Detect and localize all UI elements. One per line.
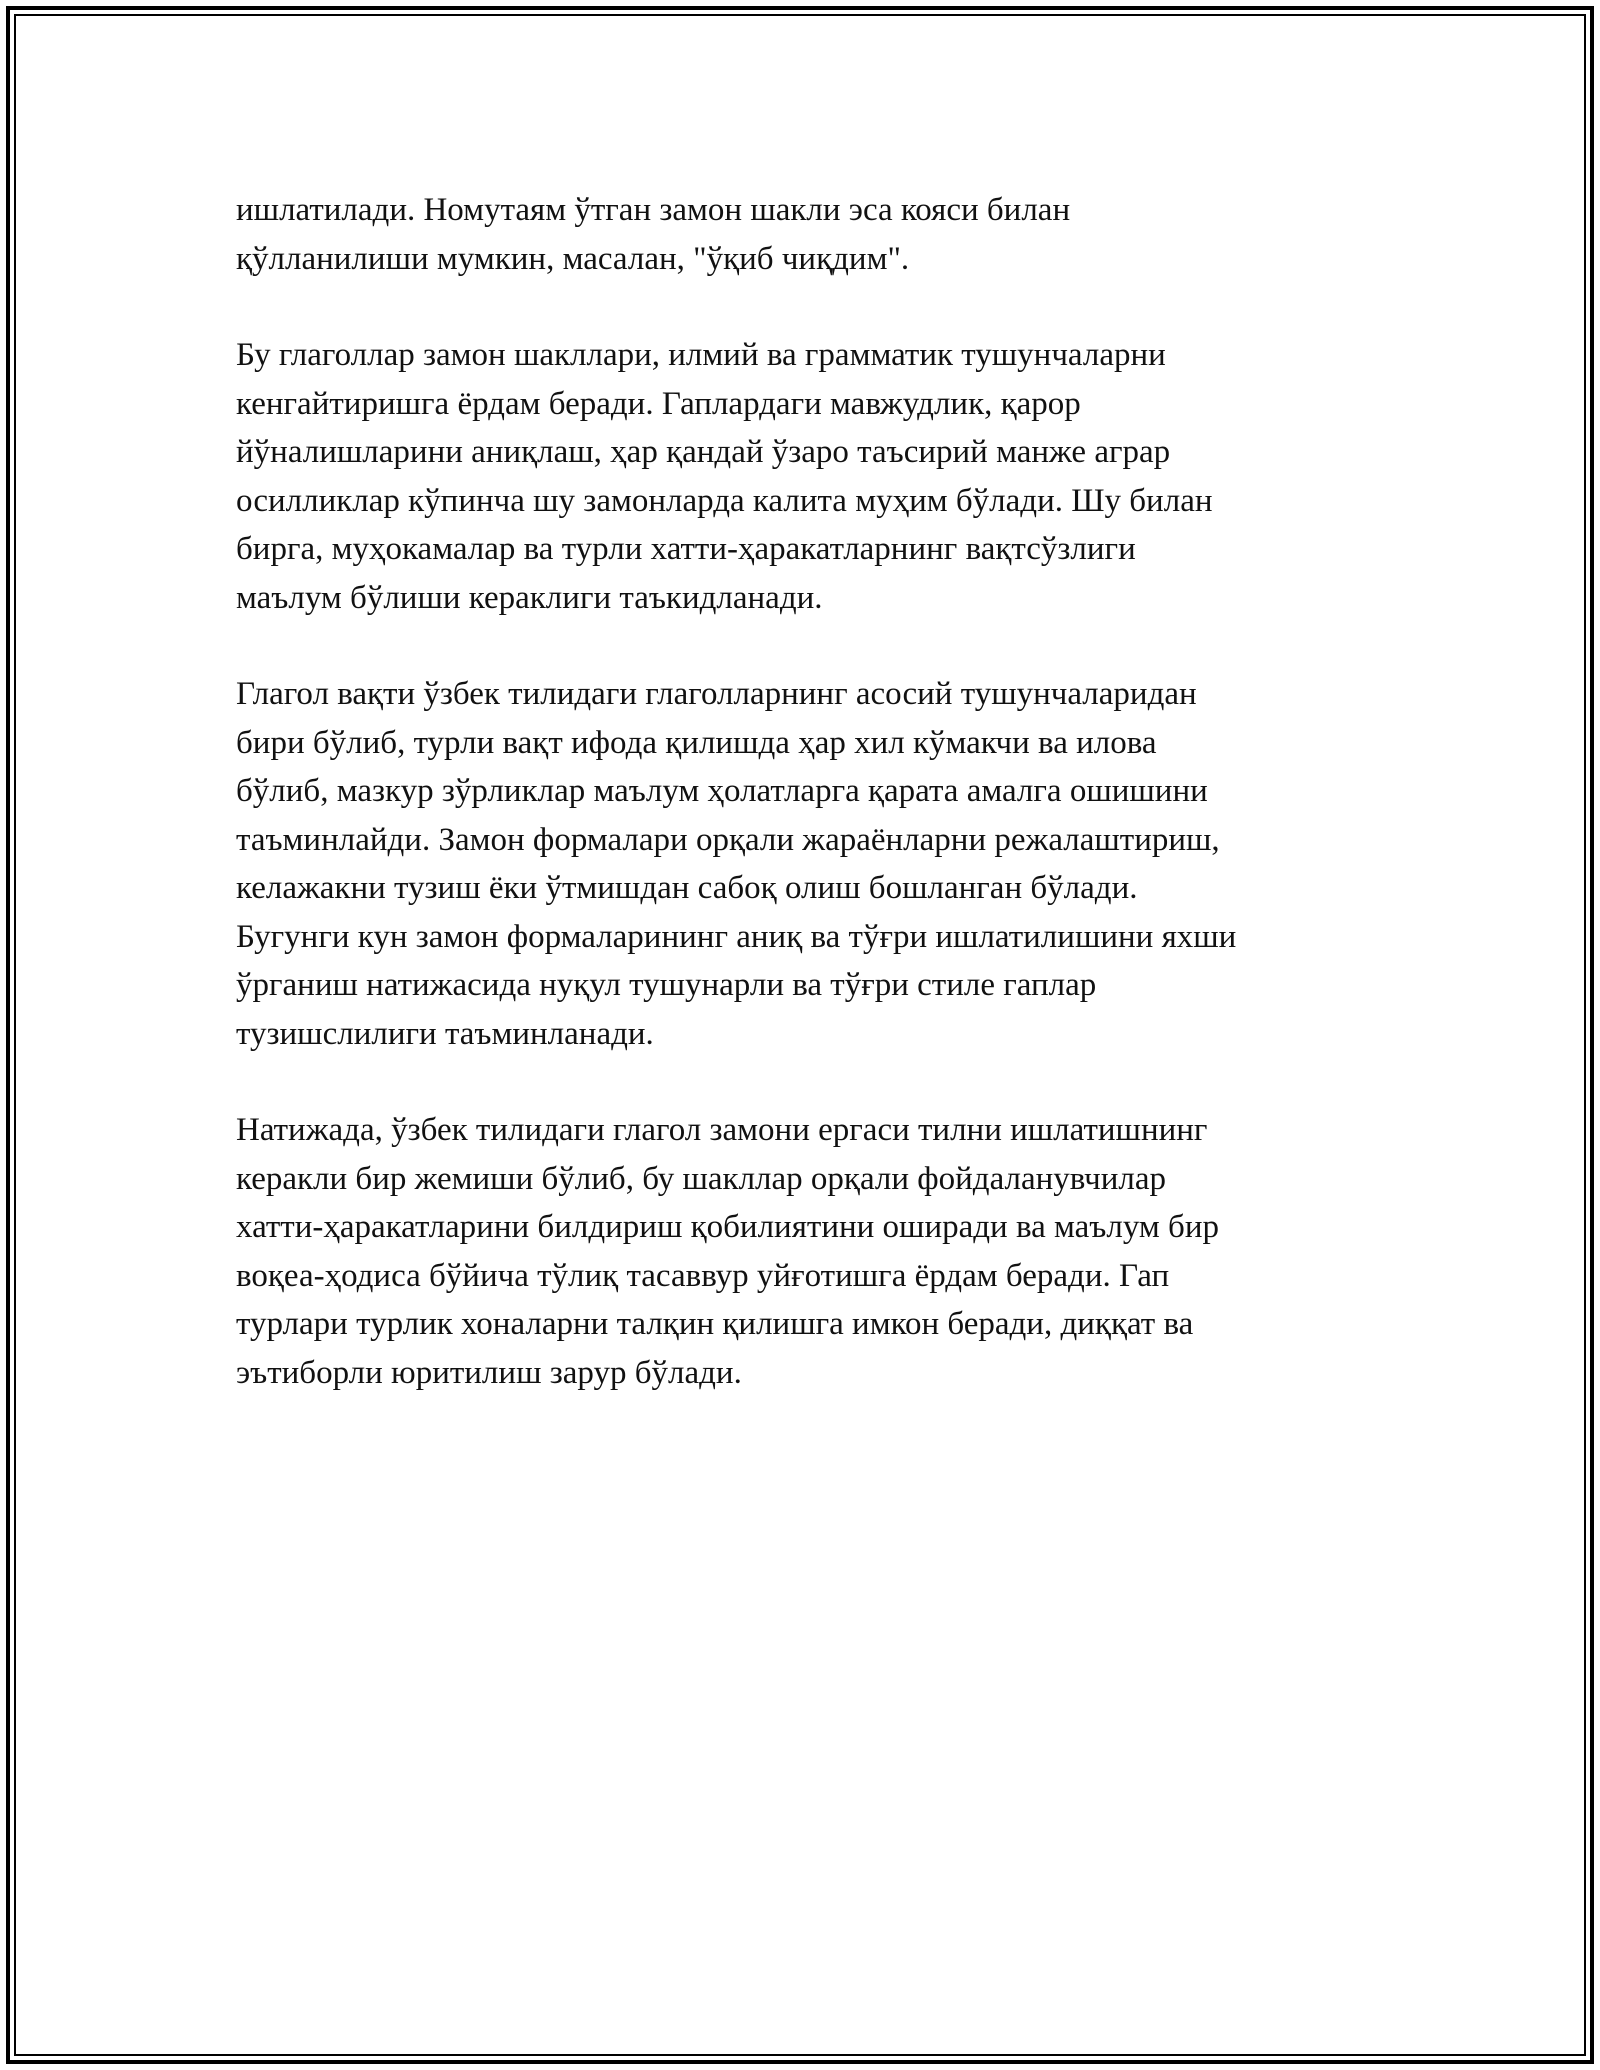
paragraph-line: кенгайтиришга ёрдам беради. Гаплардаги мавжудлик, қарор [236, 385, 1081, 422]
paragraph-line: воқеа-ҳодиса бўйича тўлиқ тасаввур уйғотишга ёрдам беради. Гап [236, 1257, 1170, 1294]
paragraph-2 [236, 331, 1366, 622]
paragraph-1 [236, 186, 1366, 283]
document-body [236, 186, 1366, 1445]
paragraph-line: маълум бўлиши кераклиги таъкидланади. [236, 579, 823, 616]
paragraph-3 [236, 670, 1366, 1058]
paragraph-line: ишлатилади. Номутаям ўтган замон шакли эса кояси билан [236, 192, 1071, 228]
paragraph-line: йўналишларини аниқлаш, ҳар қандай ўзаро таъсирий манже аграр [236, 434, 1171, 470]
paragraph-line: ўрганиш натижасида нуқул тушунарли ва тўғри стиле гаплар [236, 967, 1097, 1003]
paragraph-line: хатти-ҳаракатларини билдириш қобилиятини оширади ва маълум бир [236, 1209, 1219, 1245]
paragraph-line: эътиборли юритилиш зарур бўлади. [236, 1354, 742, 1391]
paragraph-line: осилликлар кўпинча шу замонларда калита муҳим бўлади. Шу билан [236, 482, 1213, 519]
paragraph-line: Натижада, ўзбек тилидаги глагол замони ергаси тилни ишлатишнинг [236, 1112, 1208, 1148]
paragraph-4 [236, 1106, 1366, 1397]
paragraph-line: Бу глаголлар замон шакллари, илмий ва грамматик тушунчаларни [236, 337, 1166, 373]
paragraph-line: келажакни тузиш ёки ўтмишдан сабоқ олиш бошланган бўлади. [236, 870, 1138, 906]
paragraph-line: турлари турлик хоналарни талқин қилишга имкон беради, диққат ва [236, 1306, 1194, 1342]
paragraph-line: бири бўлиб, турли вақт ифода қилишда ҳар хил кўмакчи ва илова [236, 724, 1157, 761]
paragraph-line: бирга, муҳокамалар ва турли хатти-ҳаракатларнинг вақтсўзлиги [236, 531, 1136, 567]
paragraph-line: таъминлайди. Замон формалари орқали жараёнларни режалаштириш, [236, 821, 1220, 858]
paragraph-line: тузишслилиги таъминланади. [236, 1015, 654, 1052]
paragraph-line: бўлиб, мазкур зўрликлар маълум ҳолатларга қарата амалга ошишини [236, 773, 1208, 809]
paragraph-line: Бугунги кун замон формаларининг аниқ ва тўғри ишлатилишини яхши [236, 918, 1237, 955]
paragraph-line: Глагол вақти ўзбек тилидаги глаголларнинг асосий тушунчаларидан [236, 676, 1197, 712]
paragraph-line: керакли бир жемиши бўлиб, бу шакллар орқали фойдаланувчилар [236, 1160, 1166, 1197]
paragraph-line: қўлланилиши мумкин, масалан, "ўқиб чиқдим". [236, 240, 910, 277]
